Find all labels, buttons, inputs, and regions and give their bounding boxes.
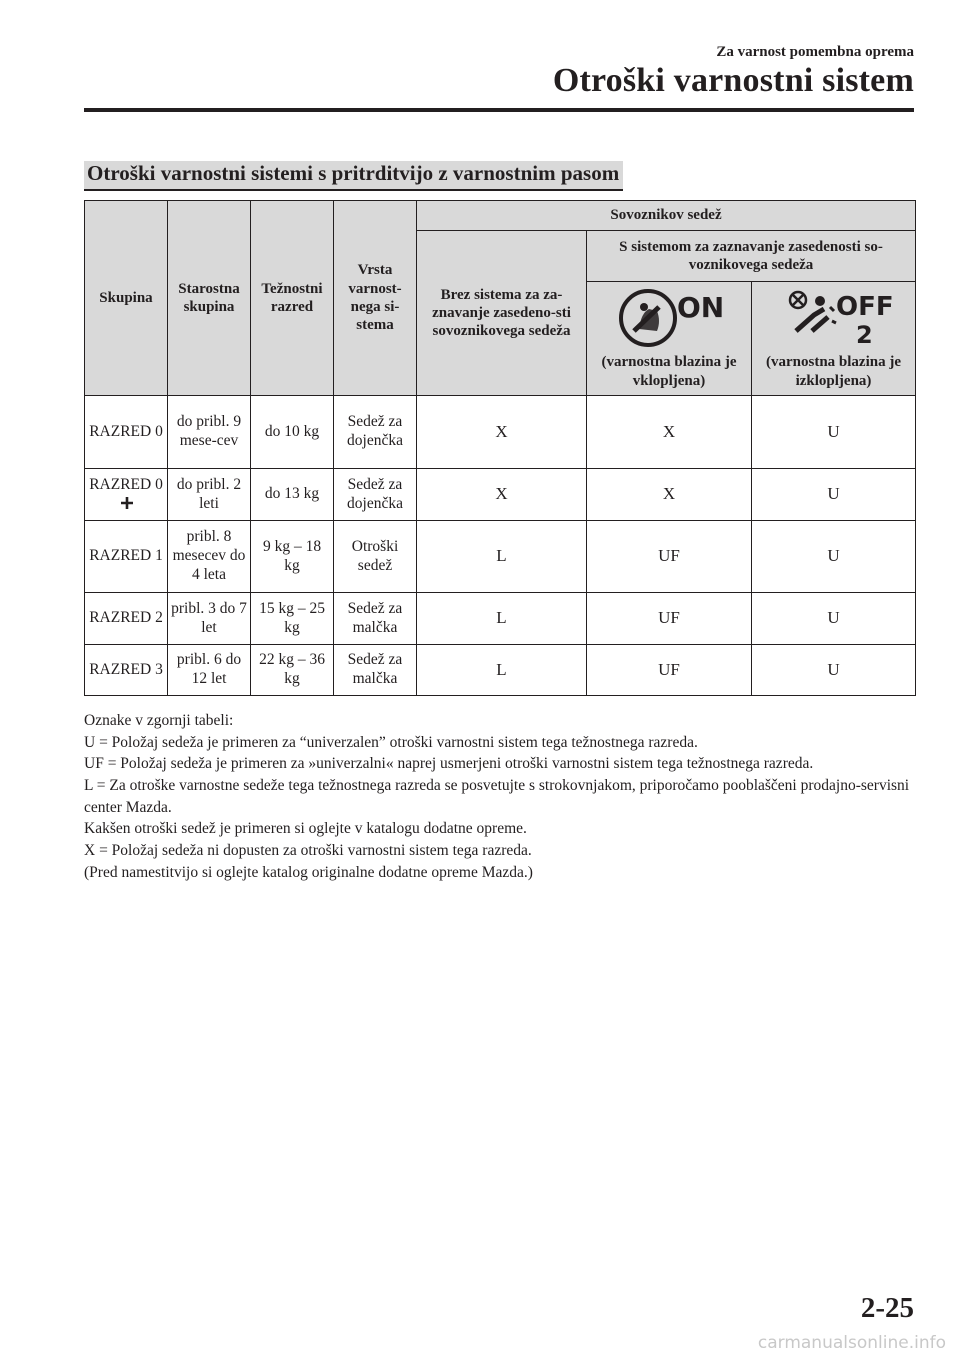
- airbag-off-label: OFF: [835, 292, 894, 323]
- cell-type: Otroški sedež: [334, 521, 417, 593]
- cell-without-system: L: [417, 521, 587, 593]
- cell-airbag-off: U: [752, 521, 916, 593]
- cell-weight: do 10 kg: [251, 396, 334, 469]
- header-airbag-on: [587, 282, 752, 396]
- cell-group: [85, 469, 168, 521]
- cell-age: pribl. 8 mesecev do 4 leta: [168, 521, 251, 593]
- cell-group: RAZRED 2: [85, 593, 168, 645]
- cell-weight: 9 kg – 18 kg: [251, 521, 334, 593]
- cell-without-system: X: [417, 396, 587, 469]
- chapter-title: Za varnost pomembna oprema: [716, 44, 914, 60]
- legend-line: L = Za otroške varnostne sedeže tega težnostnega razreda se posvetujte s strokovnjakom, priporočamo pooblaščeni prodajno-servisni center Mazda.: [84, 777, 910, 816]
- legend-line: Oznake v zgornji tabeli:: [84, 712, 234, 729]
- cell-age: pribl. 6 do 12 let: [168, 645, 251, 696]
- cell-age: pribl. 3 do 7 let: [168, 593, 251, 645]
- watermark: carmanualsonline.info: [757, 1333, 946, 1353]
- header-type: Vrsta varnost-nega si-stema: [334, 201, 417, 396]
- cell-airbag-on: X: [587, 396, 752, 469]
- cell-type: Sedež za malčka: [334, 645, 417, 696]
- legend-line: Kakšen otroški sedež je primeren si oglejte v katalogu dodatne opreme.: [84, 820, 527, 838]
- page-number: 2-25: [860, 1292, 914, 1324]
- cell-type: Sedež za malčka: [334, 593, 417, 645]
- table-row: [85, 593, 916, 645]
- table-row: [85, 396, 916, 469]
- cell-airbag-on: UF: [587, 645, 752, 696]
- header-with-system: S sistemom za zaznavanje zasedenosti so-voznikovega sedeža: [587, 231, 916, 282]
- child-seat-table: [84, 200, 916, 696]
- header-passenger-seat: Sovoznikov sedež: [417, 201, 916, 231]
- page-title: Otroški varnostni sistem: [552, 62, 914, 99]
- cell-group: RAZRED 3: [85, 645, 168, 696]
- cell-weight: 22 kg – 36 kg: [251, 645, 334, 696]
- cell-airbag-on: UF: [587, 521, 752, 593]
- cell-group: RAZRED 1: [85, 521, 168, 593]
- cell-airbag-off: U: [752, 645, 916, 696]
- section-title: Otroški varnostni sistemi s pritrditvijo z varnostnim pasom: [84, 161, 623, 191]
- airbag-off-caption: (varnostna blazina je izklopljena): [766, 354, 901, 389]
- cell-type: Sedež za dojenčka: [334, 469, 417, 521]
- cell-without-system: L: [417, 645, 587, 696]
- airbag-on-icon: [619, 287, 725, 349]
- cell-airbag-off: U: [752, 469, 916, 521]
- header-group: Skupina: [85, 201, 168, 396]
- cell-airbag-off: U: [752, 593, 916, 645]
- header-age: Starostna skupina: [168, 201, 251, 396]
- header-without-system: Brez sistema za za-znavanje zasedeno-sti sovoznikovega sedeža: [417, 231, 587, 396]
- cell-age: do pribl. 9 mese-cev: [168, 396, 251, 469]
- cell-airbag-on: UF: [587, 593, 752, 645]
- legend-line: UF = Položaj sedeža je primeren za »univerzalni« naprej usmerjeni otroški varnostni sistem tega težnostnega razreda.: [84, 755, 814, 773]
- cell-weight: 15 kg – 25 kg: [251, 593, 334, 645]
- table-row: [85, 469, 916, 521]
- airbag-on-caption: (varnostna blazina je vklopljena): [601, 354, 737, 389]
- cell-weight: do 13 kg: [251, 469, 334, 521]
- table-row: [85, 645, 916, 696]
- cell-group-text: RAZRED 0: [89, 475, 163, 493]
- legend-line: (Pred namestitvijo si oglejte katalog originalne dodatne opreme Mazda.): [84, 863, 533, 881]
- table-legend: [84, 710, 924, 884]
- cell-airbag-off: U: [752, 396, 916, 469]
- cell-without-system: X: [417, 469, 587, 521]
- cell-age: do pribl. 2 leti: [168, 469, 251, 521]
- plus-icon: [120, 496, 134, 510]
- header-weight: Težnostni razred: [251, 201, 334, 396]
- legend-line: U = Položaj sedeža je primeren za “univerzalen” otroški varnostni sistem tega težnostnega razreda.: [84, 733, 698, 751]
- header-airbag-off: [752, 282, 916, 396]
- cell-type: Sedež za dojenčka: [334, 396, 417, 469]
- header-rule: [84, 108, 914, 112]
- airbag-off-icon: [784, 287, 894, 350]
- cell-group: RAZRED 0: [85, 396, 168, 469]
- airbag-on-label: ON: [677, 291, 725, 325]
- legend-line: X = Položaj sedeža ni dopusten za otroški varnostni sistem tega razreda.: [84, 842, 532, 860]
- cell-airbag-on: X: [587, 469, 752, 521]
- airbag-off-number: 2: [855, 321, 873, 350]
- table-row: [85, 521, 916, 593]
- cell-without-system: L: [417, 593, 587, 645]
